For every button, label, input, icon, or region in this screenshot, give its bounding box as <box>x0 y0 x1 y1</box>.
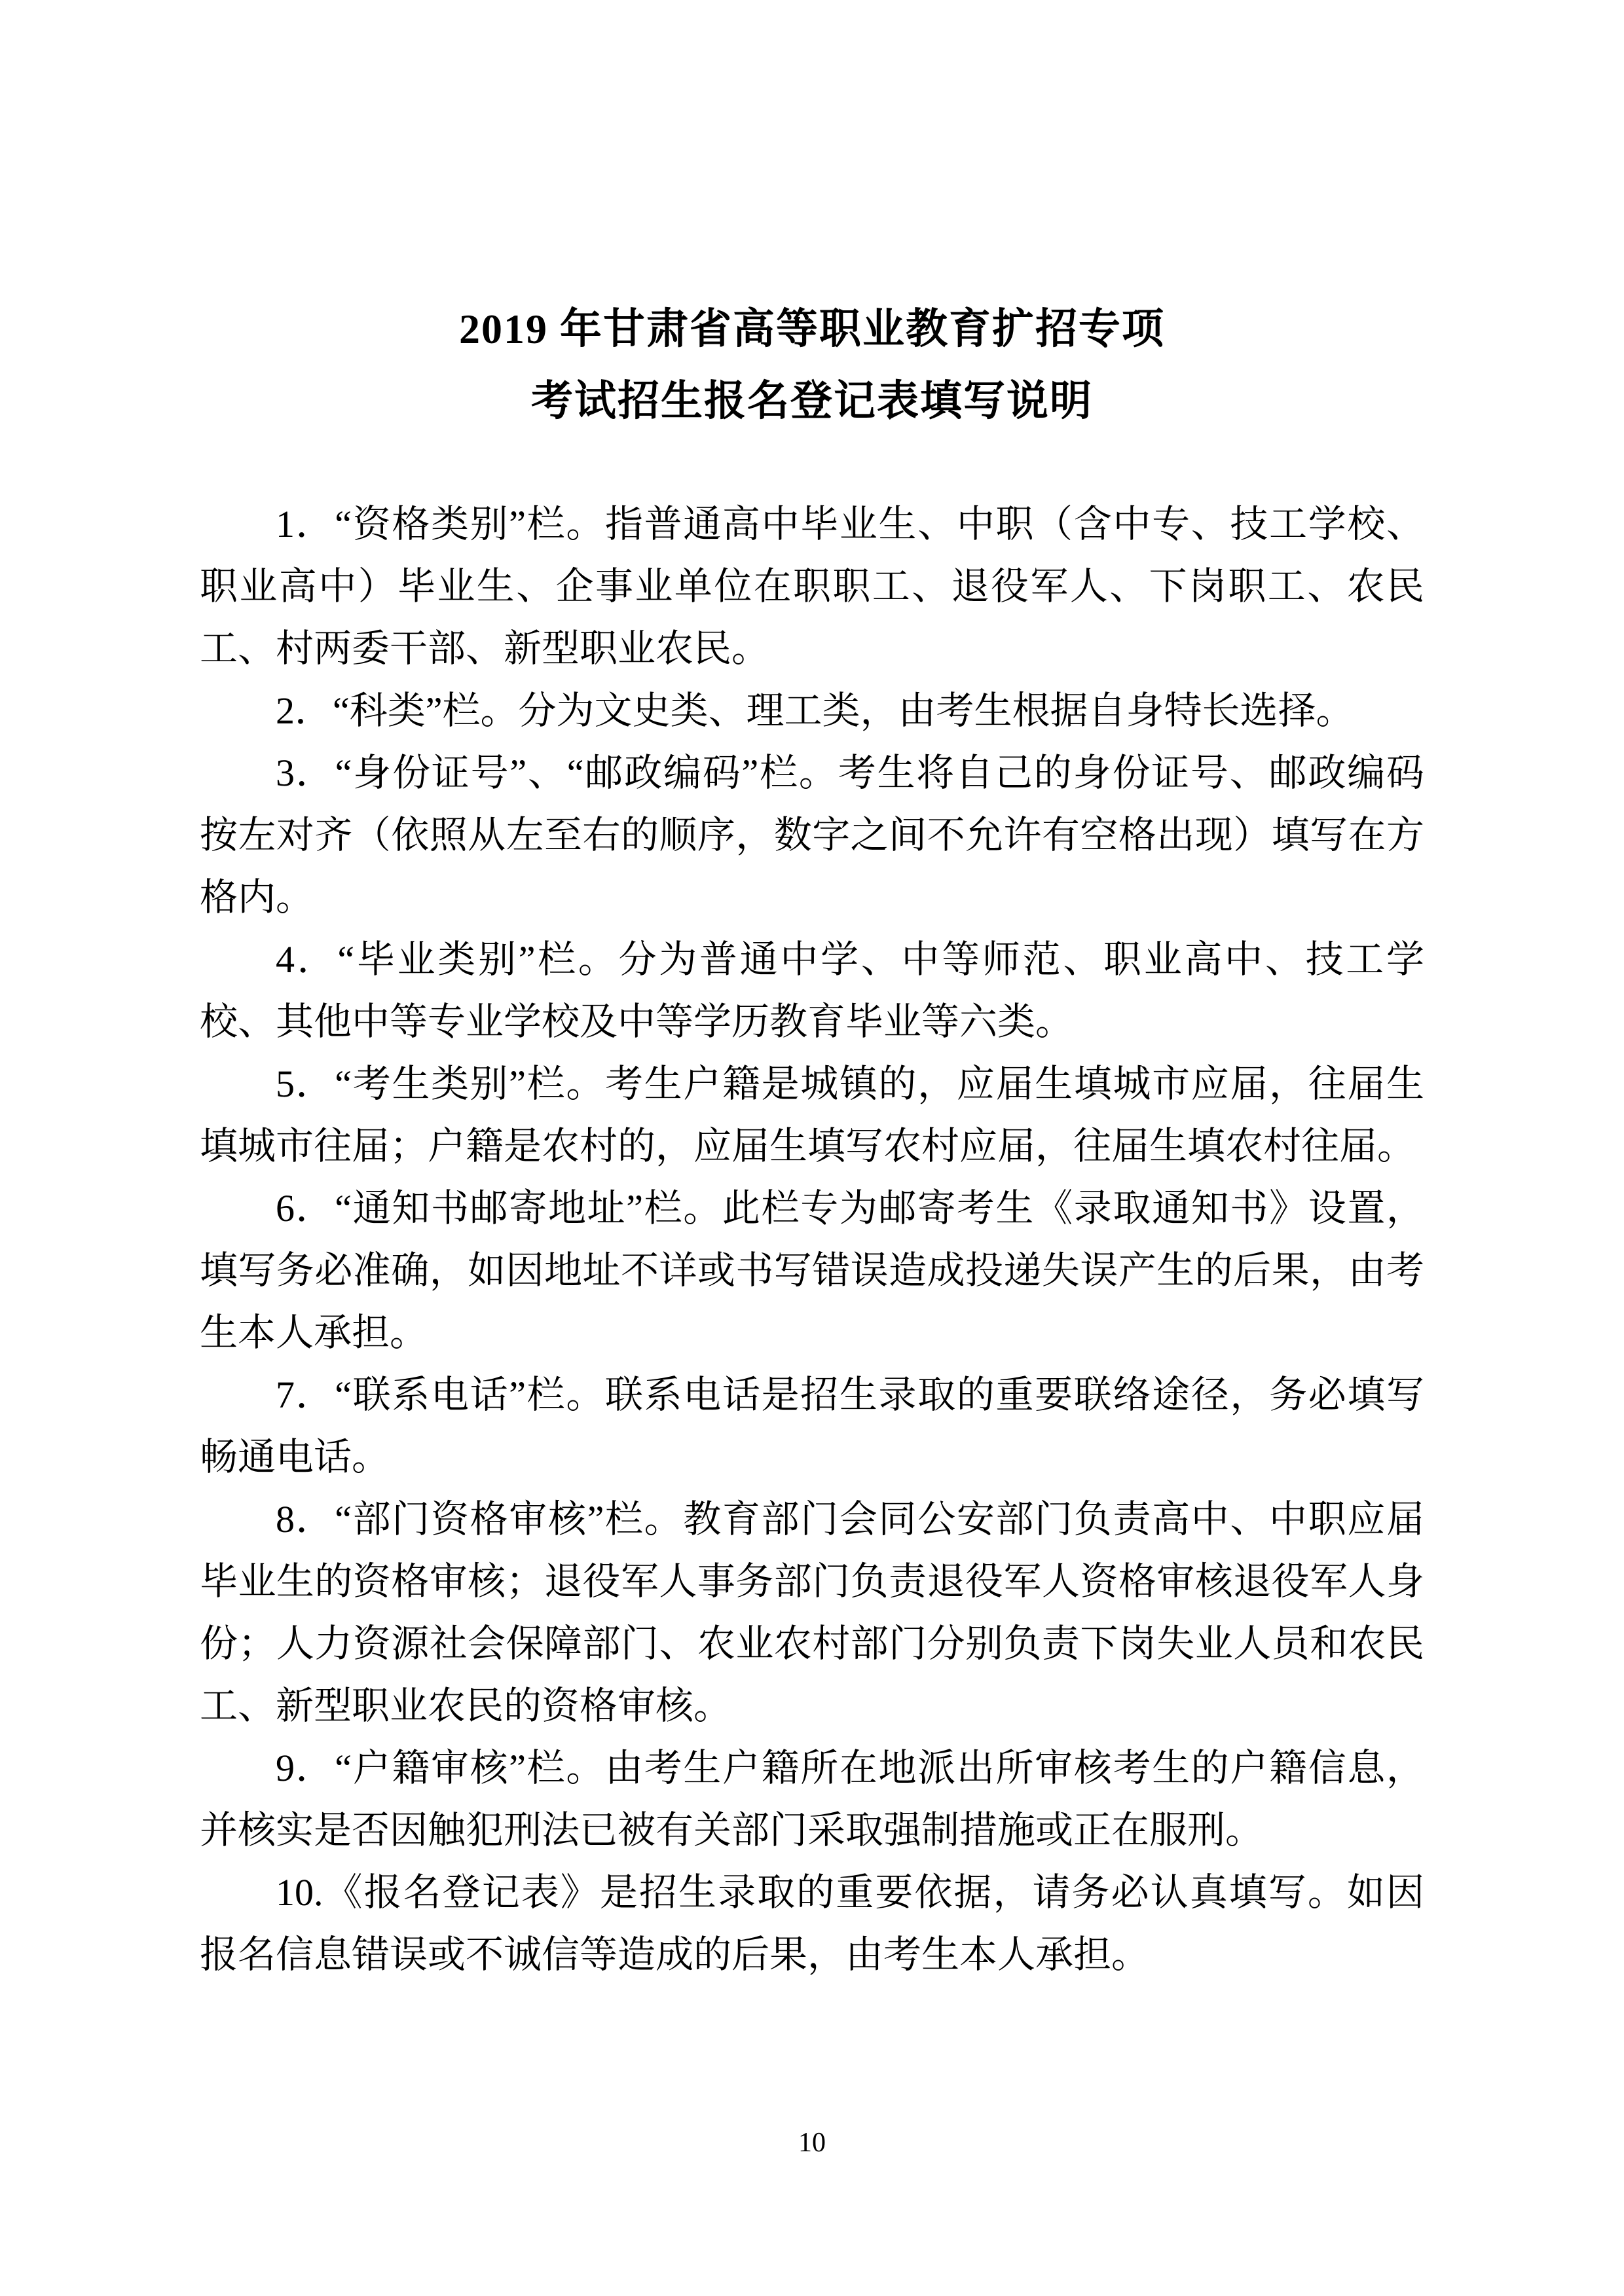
instruction-paragraph-2: 2．“科类”栏。分为文史类、理工类，由考生根据自身特长选择。 <box>276 689 1354 732</box>
instruction-paragraph-8: 8．“部门资格审核”栏。教育部门会同公安部门负责高中、中职应届毕业生的资格审核；退役军人事务部门负责退役军人资格审核退役军人身份；人力资源社会保障部门、农业农村部门分别负责下岗失业人员和农民工、新型职业农民的资格审核。 <box>200 1498 1424 1727</box>
instruction-paragraph-1: 1．“资格类别”栏。指普通高中毕业生、中职（含中专、技工学校、职业高中）毕业生、企事业单位在职职工、退役军人、下岗职工、农民工、村两委干部、新型职业农民。 <box>200 503 1424 670</box>
instruction-paragraph-5: 5．“考生类别”栏。考生户籍是城镇的，应届生填城市应届，往届生填城市往届；户籍是农村的，应届生填写农村应届，往届生填农村往届。 <box>200 1063 1424 1167</box>
instruction-paragraph-4: 4．“毕业类别”栏。分为普通中学、中等师范、职业高中、技工学校、其他中等专业学校及中等学历教育毕业等六类。 <box>200 938 1424 1043</box>
instruction-paragraph-10: 10.《报名登记表》是招生录取的重要依据，请务必认真填写。如因报名信息错误或不诚信等造成的后果，由考生本人承担。 <box>200 1871 1424 1976</box>
page-number: 10 <box>798 2128 826 2158</box>
document-title-line-1: 2019 年甘肃省高等职业教育扩招专项 <box>459 306 1165 352</box>
document-title <box>200 293 1424 437</box>
instruction-paragraph-6: 6．“通知书邮寄地址”栏。此栏专为邮寄考生《录取通知书》设置，填写务必准确，如因地址不详或书写错误造成投递失误产生的后果，由考生本人承担。 <box>200 1187 1424 1354</box>
instruction-paragraph-9: 9．“户籍审核”栏。由考生户籍所在地派出所审核考生的户籍信息，并核实是否因触犯刑法已被有关部门采取强制措施或正在服刑。 <box>200 1747 1424 1851</box>
instruction-paragraph-7: 7．“联系电话”栏。联系电话是招生录取的重要联络途径，务必填写畅通电话。 <box>200 1374 1424 1478</box>
document-title-line-2: 考试招生报名登记表填写说明 <box>531 378 1093 424</box>
instruction-paragraph-3: 3．“身份证号”、“邮政编码”栏。考生将自己的身份证号、邮政编码按左对齐（依照从左至右的顺序，数字之间不允许有空格出现）填写在方格内。 <box>200 752 1424 919</box>
document-body <box>200 493 1424 1986</box>
